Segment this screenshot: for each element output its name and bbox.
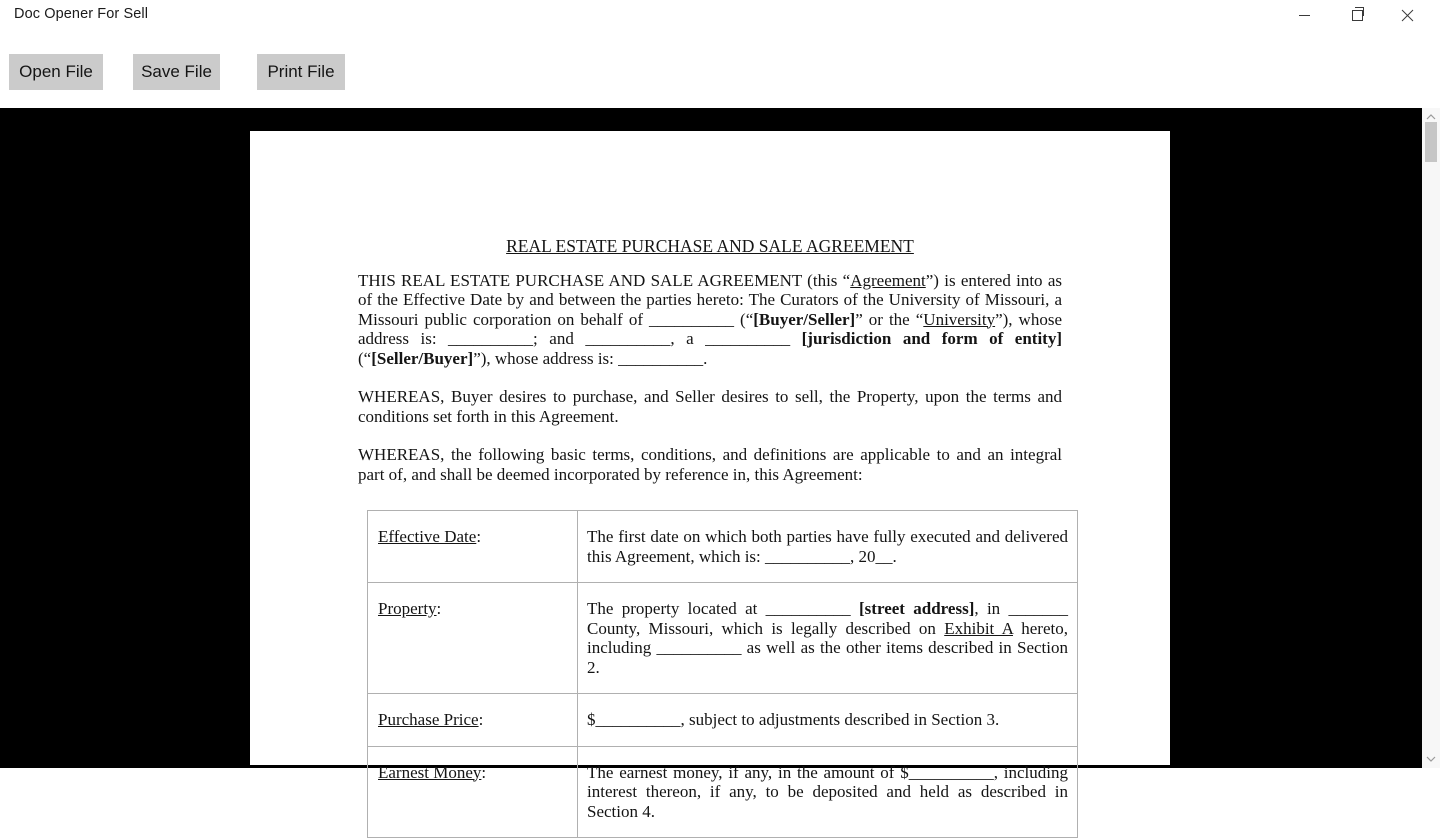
paragraph-intro: THIS REAL ESTATE PURCHASE AND SALE AGREEMENT (this “Agreement”) is entered into as of the Effective Date by and between the parties hereto: The Curators of the University of Missouri, a Missouri public corporation on behalf of __________ (“[Buyer/Seller]” or the “University”), whose address is: __________; and __________, a __________ [jurisdiction and form of entity] (“[Seller/Buyer]”), whose address is: __________. bbox=[358, 270, 1062, 368]
minimize-button[interactable] bbox=[1281, 0, 1327, 31]
titlebar bbox=[0, 0, 1440, 32]
document-viewport bbox=[0, 108, 1422, 821]
table-row-purchase-price bbox=[368, 694, 1078, 747]
restore-icon bbox=[1352, 10, 1363, 21]
scrollbar-thumb[interactable] bbox=[1425, 122, 1437, 162]
restore-button[interactable] bbox=[1334, 0, 1380, 31]
table-row-property bbox=[368, 583, 1078, 694]
document-content bbox=[250, 237, 1170, 838]
terms-table bbox=[367, 510, 1078, 838]
paragraph-whereas-2: WHEREAS, the following basic terms, conditions, and definitions are applicable to and an integral part of, and shall be deemed incorporated by reference in, this Agreement: bbox=[358, 445, 1062, 484]
minimize-icon bbox=[1299, 15, 1310, 16]
row-label: Purchase Price: bbox=[368, 694, 578, 747]
open-file-button[interactable]: Open File bbox=[9, 54, 103, 90]
window-title: Doc Opener For Sell bbox=[14, 6, 149, 22]
close-button[interactable] bbox=[1384, 0, 1430, 31]
row-content: The earnest money, if any, in the amount of $__________, including interest thereon, if any, to be deposited and held as described in Section 4. bbox=[578, 746, 1078, 838]
paragraph-whereas-1: WHEREAS, Buyer desires to purchase, and Seller desires to sell, the Property, upon the terms and conditions set forth in this Agreement. bbox=[358, 387, 1062, 426]
row-label: Effective Date: bbox=[368, 511, 578, 583]
save-file-button[interactable]: Save File bbox=[133, 54, 220, 90]
table-row-earnest-money bbox=[368, 746, 1078, 838]
row-content: The property located at __________ [street address], in _______ County, Missouri, which is legally described on Exhibit A hereto, including __________ as well as the other items described in Section 2. bbox=[578, 583, 1078, 694]
scroll-down-button[interactable] bbox=[1422, 752, 1440, 766]
chevron-up-icon bbox=[1426, 114, 1436, 120]
document-page bbox=[250, 131, 1170, 821]
chevron-down-icon bbox=[1426, 756, 1436, 762]
vertical-scrollbar[interactable] bbox=[1422, 108, 1440, 768]
row-content: The first date on which both parties have fully executed and delivered this Agreement, which is: __________, 20__. bbox=[578, 511, 1078, 583]
close-icon bbox=[1401, 9, 1414, 22]
document-title: REAL ESTATE PURCHASE AND SALE AGREEMENT bbox=[506, 236, 914, 256]
print-file-button[interactable]: Print File bbox=[257, 54, 345, 90]
row-content: $__________, subject to adjustments described in Section 3. bbox=[578, 694, 1078, 747]
row-label: Property: bbox=[368, 583, 578, 694]
table-row-effective-date bbox=[368, 511, 1078, 583]
row-label: Earnest Money: bbox=[368, 746, 578, 838]
